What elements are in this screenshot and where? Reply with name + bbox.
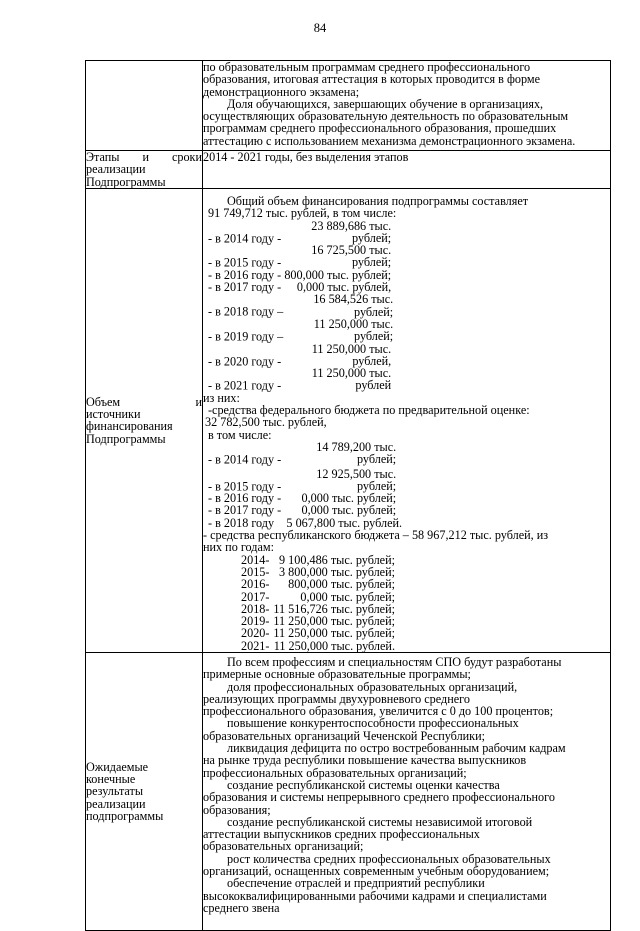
year-label: - в 2021 году - bbox=[208, 378, 282, 393]
passport-table bbox=[85, 60, 611, 931]
label-line: подпрограммы bbox=[86, 808, 164, 823]
text-line: обеспечение отраслей и предприятий республики bbox=[227, 876, 485, 891]
text-line: Общий объем финансирования подпрограммы составляет bbox=[227, 194, 529, 208]
text-line: образовательных организаций; bbox=[203, 839, 364, 854]
republic-amount: 0,000 тыс. рублей; bbox=[300, 589, 395, 604]
text-line: профессиональных образовательных организаций; bbox=[203, 765, 467, 780]
label-line: источники bbox=[86, 407, 141, 422]
text-line: демонстрационного экзамена; bbox=[203, 84, 360, 99]
table-row-financing bbox=[86, 189, 611, 653]
stages-label-cell bbox=[86, 151, 203, 189]
republic-year-line bbox=[203, 591, 610, 603]
year-line bbox=[203, 343, 610, 368]
year-label: - в 2014 году - bbox=[208, 452, 282, 467]
republic-year: 2019- bbox=[241, 614, 270, 629]
republic-amount: 11 250,000 тыс. рублей; bbox=[273, 626, 395, 641]
label-word: Объем bbox=[86, 394, 121, 409]
year-label: - в 2016 году - bbox=[208, 267, 282, 282]
year-amount: 800,000 тыс. рублей; bbox=[284, 267, 392, 282]
indicators-cell bbox=[203, 61, 611, 151]
financing-value-cell bbox=[203, 189, 611, 653]
year-label: - в 2017 году - bbox=[208, 280, 282, 295]
republic-amount: 11 250,000 тыс. рублей; bbox=[273, 614, 395, 629]
table-row-results bbox=[86, 652, 611, 930]
text-line: примерные основные образовательные программы; bbox=[203, 667, 471, 682]
republic-year: 2017- bbox=[241, 589, 270, 604]
year-amount: 5 067,800 тыс. рублей. bbox=[286, 515, 403, 530]
text-line: программам среднего профессионального образования, прошедших bbox=[203, 121, 557, 136]
year-amount: 11 250,000 тыс. рублей bbox=[311, 366, 392, 393]
text-line: образования и системы непрерывного среднего профессионального bbox=[203, 790, 555, 805]
republic-amount: 11 516,726 тыс. рублей; bbox=[273, 601, 395, 616]
year-line bbox=[203, 441, 610, 466]
republic-year: 2018- bbox=[241, 601, 270, 616]
text-line: среднего звена bbox=[203, 900, 280, 915]
text-line: по образовательным программам среднего профессионального bbox=[203, 60, 531, 74]
label-word: Этапы bbox=[86, 150, 120, 164]
year-amount: 16 725,500 тыс. рублей; bbox=[311, 243, 392, 270]
label-line: конечные bbox=[86, 772, 136, 787]
year-label: - в 2018 году – bbox=[208, 304, 284, 319]
label-line: Ожидаемые bbox=[86, 759, 149, 774]
label-line: результаты bbox=[86, 784, 144, 799]
empty-label-cell bbox=[86, 61, 203, 151]
text-line: создание республиканской системы оценки качества bbox=[227, 777, 500, 792]
year-amount: 16 584,526 тыс. рублей; bbox=[313, 292, 394, 319]
text-line: образования; bbox=[203, 802, 271, 817]
year-amount: 23 889,686 тыс. рублей; bbox=[311, 218, 392, 245]
year-label: - в 2015 году - bbox=[208, 478, 282, 493]
results-label-cell bbox=[86, 652, 203, 930]
year-line bbox=[203, 293, 610, 318]
year-amount: 0,000 тыс. рублей; bbox=[301, 491, 397, 506]
year-line bbox=[203, 468, 610, 493]
label-line: реализации bbox=[86, 162, 146, 177]
label-line: реализации bbox=[86, 796, 146, 811]
year-label: - в 2018 году bbox=[208, 515, 275, 530]
table-row-indicators bbox=[86, 61, 611, 151]
republic-amount: 11 250,000 тыс. рублей. bbox=[273, 638, 395, 653]
republic-year: 2021- bbox=[241, 638, 270, 653]
year-line bbox=[203, 367, 610, 392]
year-amount: 0,000 тыс. рублей; bbox=[301, 503, 397, 518]
text-line: реализующих программы двухуровневого среднего bbox=[203, 691, 470, 706]
text-line: в том числе: bbox=[208, 427, 272, 442]
year-line bbox=[203, 318, 610, 343]
text-line: По всем профессиям и специальностям СПО будут разработаны bbox=[227, 654, 562, 669]
text-line: образования, итоговая аттестация в которых проводится в форме bbox=[203, 72, 540, 87]
text-line: организаций, оснащенных современным учебным оборудованием; bbox=[203, 864, 550, 879]
year-amount: 0,000 тыс. рублей, bbox=[296, 280, 392, 295]
year-amount: 14 789,200 тыс. рублей; bbox=[316, 439, 397, 467]
results-value-cell bbox=[203, 652, 611, 930]
year-amount: 12 925,500 тыс. рублей; bbox=[316, 466, 397, 493]
text-line: образовательных организаций Чеченской Республики; bbox=[203, 728, 486, 743]
republic-amount: 3 800,000 тыс. рублей; bbox=[279, 564, 395, 579]
label-line: Подпрограммы bbox=[86, 174, 166, 189]
text-line: аттестации выпускников средних профессиональных bbox=[203, 827, 480, 842]
text-line: ликвидация дефицита по остро востребованным рабочим кадрам bbox=[227, 741, 566, 756]
year-amount: 11 250,000 тыс. рублей; bbox=[313, 316, 394, 344]
label-word: сроки bbox=[171, 150, 202, 164]
text-line: повышение конкурентоспособности профессиональных bbox=[227, 716, 519, 731]
text-line: них по годам: bbox=[203, 540, 274, 555]
text-line: -средства федерального бюджета по предварительной оценке: bbox=[208, 403, 530, 418]
republic-year: 2014- bbox=[241, 552, 270, 567]
year-label: - в 2017 году - bbox=[208, 503, 282, 518]
republic-year: 2016- bbox=[241, 577, 270, 592]
financing-label-cell bbox=[86, 189, 203, 653]
year-label: - в 2015 году - bbox=[208, 255, 282, 270]
stages-value: 2014 - 2021 годы, без выделения этапов bbox=[203, 150, 409, 164]
table-row-stages bbox=[86, 151, 611, 189]
text-line: высококвалифицированными рабочими кадрами и специалистами bbox=[203, 888, 547, 903]
label-word: и bbox=[142, 150, 149, 164]
year-amount: 11 250,000 тыс. рублей, bbox=[311, 341, 392, 368]
text-line: создание республиканской системы независимой итоговой bbox=[227, 814, 533, 829]
label-word: и bbox=[195, 394, 202, 409]
year-line bbox=[203, 244, 610, 269]
republic-amount: 9 100,486 тыс. рублей; bbox=[279, 552, 395, 567]
text-line: осуществляющих образовательную деятельность по образовательным bbox=[203, 109, 569, 124]
year-label: - в 2020 году - bbox=[208, 353, 282, 368]
text-line: аттестацию с использованием механизма демонстрационного экзамена. bbox=[203, 133, 576, 148]
year-label: - в 2016 году - bbox=[208, 491, 282, 506]
year-line bbox=[203, 220, 610, 245]
label-line: финансирования bbox=[86, 419, 173, 434]
year-label: - в 2014 году - bbox=[208, 230, 282, 245]
stages-value-cell bbox=[203, 151, 611, 189]
text-line: 91 749,712 тыс. рублей, в том числе: bbox=[208, 206, 397, 221]
text-line: профессионального образования, увеличится с 0 до 100 процентов; bbox=[203, 704, 554, 719]
republic-year-line bbox=[203, 578, 610, 590]
republic-year: 2020- bbox=[241, 626, 270, 641]
page-number: 84 bbox=[313, 21, 327, 35]
text-line: рост количества средних профессиональных образовательных bbox=[227, 851, 551, 866]
text-line: на рынке труда республики повышение качества выпускников bbox=[203, 753, 527, 768]
text-line: 32 782,500 тыс. рублей, bbox=[205, 415, 327, 430]
label-line: Подпрограммы bbox=[86, 431, 166, 446]
republic-year-line bbox=[203, 640, 610, 652]
text-line: из них: bbox=[203, 390, 240, 405]
republic-amount: 800,000 тыс. рублей; bbox=[288, 577, 395, 592]
text-line: доля профессиональных образовательных организаций, bbox=[227, 679, 518, 694]
text-line: Доля обучающихся, завершающих обучение в организациях, bbox=[227, 96, 544, 111]
republic-year-line bbox=[203, 627, 610, 639]
republic-year: 2015- bbox=[241, 564, 270, 579]
year-label: - в 2019 году – bbox=[208, 329, 284, 344]
year-line bbox=[203, 281, 610, 293]
text-line: - средства республиканского бюджета – 58 967,212 тыс. рублей, из bbox=[203, 528, 549, 543]
